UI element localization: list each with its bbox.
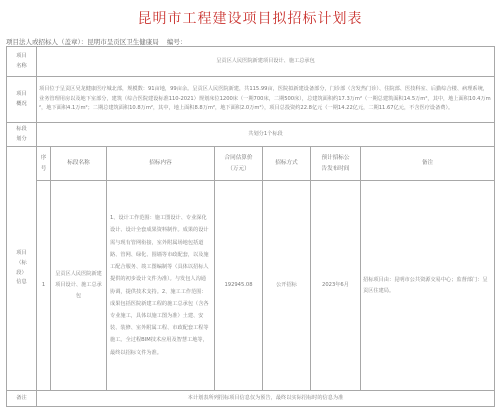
- bid-seq: 1: [37, 181, 51, 391]
- bid-date: 2023年6月: [311, 181, 361, 391]
- meta-line: [6, 37, 192, 46]
- bid-content: 1、设计工作范围：施工图设计、专业深化设计、设计全套成果资料制作。成果的设计需与现有管网衔接，室外附属场地包括道路、管网、绿化、围墙等市政配套，以及施工配合服务、竣工图编制等（具体以招标人提供的初步设计文件为准）。与发包人沟通协调，提供技术支持。2、施工工作范围：成果包括医院新建工程的施工总承包（含各专业施工，具体以施工图为准）土建、安装、装修、室外附属工程、市政配套工程等施工。全过程BIM技术应用及智慧工地等，最终以招标文件为准。: [107, 181, 215, 391]
- bid-row: [7, 181, 495, 391]
- section-label: 项目 （标 段） 信息: [7, 147, 37, 391]
- overview-row: [7, 77, 495, 123]
- overview-label: 项目 概况: [7, 77, 37, 123]
- header-contract-estimate: 合同估算价 （万元）: [215, 147, 263, 181]
- bid-division-row: [7, 123, 495, 147]
- footer-note: 本计划表所列招标项目信息仅为预告，最终以实际招标时的信息为准: [37, 391, 495, 407]
- header-announce-date: 预计招标公 告发布时间: [311, 147, 361, 181]
- bid-remarks: 招标项目由：昆明市公共资源交易中心；监督部门：呈贡区住建局。: [361, 181, 495, 391]
- bid-method: 公开招标: [263, 181, 311, 391]
- header-seq: 序 号: [37, 147, 51, 181]
- project-name-label: 项目 名称: [7, 47, 37, 77]
- header-row: [7, 147, 495, 181]
- header-remarks: 备注: [361, 147, 495, 181]
- overview-value: 项目位于呈贡区吴龙健康医疗城北部，规模数：91亩地，99亩余。呈贡区人民医院新建，共115.99亩，医院拟新建设备部分，门诊部（含发热门诊）、住院部、医技科室、后勤综合楼、病理系统，业务管理用房以及地下室部分，建筑（综合医院建设标准110-2021）规划床位1200床（一期700床，二期500床），总建筑面积约17.3万m²（一期总建筑面积14.5万m²，其中，地上面积10.4万m²，地下面积4.1万m²；二期总建筑面积10.8万m²，其中，地上面积8.8万m²，地下面积2.0万m²），项目总投资约22.8亿元（一期14.22亿元，二期11.67亿元，不含医疗设备费）。: [37, 77, 495, 123]
- footer-row: [7, 391, 495, 407]
- bid-division-value: 共划分1个标段: [37, 123, 495, 147]
- bid-amount: 192945.08: [215, 181, 263, 391]
- project-name-row: [7, 47, 495, 77]
- header-bid-method: 招标方式: [263, 147, 311, 181]
- applicant-text: 项目法人或招标人（盖章）：昆明市呈贡区卫生健康局: [6, 38, 159, 46]
- bid-division-label: 标段 划分: [7, 123, 37, 147]
- bid-name: 呈贡区人民医院新建项目设计、施工总承包: [51, 181, 107, 391]
- serial-number-label: 编号：: [166, 38, 187, 46]
- page-title: 昆明市工程建设项目拟招标计划表: [137, 11, 363, 27]
- footer-label: 备注: [7, 391, 37, 407]
- project-name-value: 呈贡区人民医院新建项目设计、施工总承包: [37, 47, 495, 77]
- header-bid-name: 标段名称: [51, 147, 107, 181]
- header-bid-content: 招标内容: [107, 147, 215, 181]
- bid-plan-table: [6, 46, 495, 407]
